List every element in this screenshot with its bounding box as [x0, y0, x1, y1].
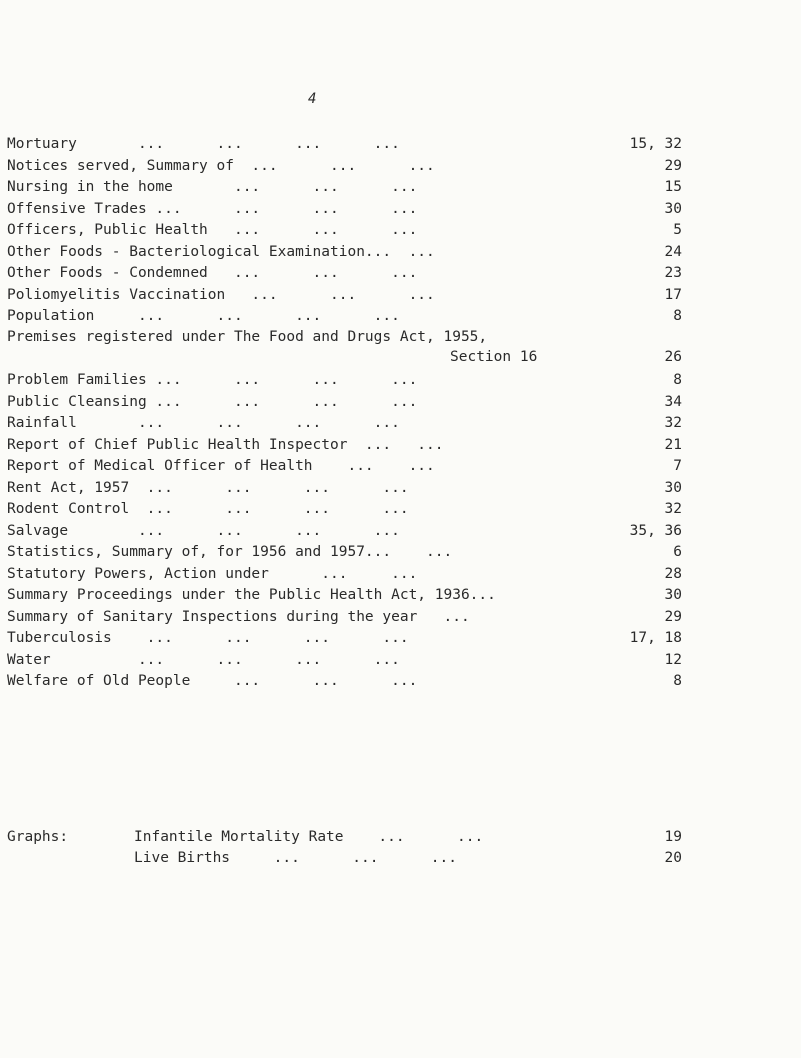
index-entry-pages: 32 [664, 415, 682, 431]
index-entry-pages: 17, 18 [629, 630, 682, 646]
index-entry-pages: 12 [664, 652, 682, 668]
index-entry [0, 176, 801, 198]
index-entry [0, 412, 801, 434]
index-entry [0, 670, 801, 692]
index-entry-pages: 28 [664, 566, 682, 582]
graph-entry [0, 826, 801, 848]
index-entry [0, 284, 801, 306]
index-entry-label: Officers, Public Health ... ... ... [7, 222, 418, 238]
index-entry [0, 627, 801, 649]
index-entry-label: Rainfall ... ... ... ... [7, 415, 400, 431]
graph-entry-pages: 19 [664, 829, 682, 845]
index-entry-pages: 8 [673, 673, 682, 689]
index-entry-pages: 23 [664, 265, 682, 281]
index-entry [0, 455, 801, 477]
index-entry-pages: 30 [664, 587, 682, 603]
index-entry-label: Public Cleansing ... ... ... ... [7, 394, 418, 410]
index-entry [0, 369, 801, 391]
index-entry [0, 649, 801, 671]
index-entry [0, 346, 801, 368]
index-entry-pages: 32 [664, 501, 682, 517]
page-number: 4 [308, 91, 317, 107]
index-entry [0, 541, 801, 563]
index-entry-label: Statistics, Summary of, for 1956 and 1957... ... [7, 544, 453, 560]
index-entry-label: Other Foods - Bacteriological Examination... ... [7, 244, 435, 260]
index-entry [0, 477, 801, 499]
index-entry-pages: 17 [664, 287, 682, 303]
index-entry [0, 391, 801, 413]
index-entry-pages: 29 [664, 158, 682, 174]
index-entry-label: Tuberculosis ... ... ... ... [7, 630, 409, 646]
graph-entry-label: Infantile Mortality Rate ... ... [134, 829, 484, 845]
index-entry [0, 305, 801, 327]
graph-entry [0, 847, 801, 869]
index-entry-label: Salvage ... ... ... ... [7, 523, 400, 539]
index-entry-label: Section 16 [450, 349, 538, 365]
index-entry-label: Population ... ... ... ... [7, 308, 400, 324]
index-entry [0, 520, 801, 542]
index-entry-pages: 30 [664, 480, 682, 496]
index-entry-label: Statutory Powers, Action under ... ... [7, 566, 418, 582]
index-entry-pages: 24 [664, 244, 682, 260]
index-entry [0, 262, 801, 284]
index-entry [0, 434, 801, 456]
index-entry [0, 133, 801, 155]
index-entry-pages: 8 [673, 372, 682, 388]
index-entry-label: Poliomyelitis Vaccination ... ... ... [7, 287, 435, 303]
index-entry-label: Mortuary ... ... ... ... [7, 136, 400, 152]
index-entry-label: Problem Families ... ... ... ... [7, 372, 418, 388]
index-entry-pages: 29 [664, 609, 682, 625]
graph-entry-pages: 20 [664, 850, 682, 866]
index-entry-pages: 7 [673, 458, 682, 474]
index-entry [0, 219, 801, 241]
index-entry [0, 498, 801, 520]
index-entry-label: Premises registered under The Food and Drugs Act, 1955, [7, 329, 488, 345]
index-entry-label: Report of Chief Public Health Inspector ... ... [7, 437, 444, 453]
index-entry-label: Offensive Trades ... ... ... ... [7, 201, 418, 217]
index-entry-pages: 34 [664, 394, 682, 410]
index-entry [0, 241, 801, 263]
index-entry-label: Notices served, Summary of ... ... ... [7, 158, 435, 174]
index-entry [0, 326, 801, 348]
index-entry-label: Other Foods - Condemned ... ... ... [7, 265, 418, 281]
index-entry-label: Report of Medical Officer of Health ... ... [7, 458, 435, 474]
index-entry-pages: 5 [673, 222, 682, 238]
index-entry-pages: 35, 36 [629, 523, 682, 539]
index-entry [0, 584, 801, 606]
index-entry [0, 198, 801, 220]
index-entry-label: Welfare of Old People ... ... ... [7, 673, 418, 689]
index-entry-label: Rent Act, 1957 ... ... ... ... [7, 480, 409, 496]
index-entry [0, 606, 801, 628]
index-entry [0, 563, 801, 585]
index-entry-label: Summary Proceedings under the Public Health Act, 1936... [7, 587, 496, 603]
index-entry-pages: 21 [664, 437, 682, 453]
index-entry-pages: 30 [664, 201, 682, 217]
index-entry-label: Water ... ... ... ... [7, 652, 400, 668]
graph-entry-label: Live Births ... ... ... [134, 850, 458, 866]
graphs-heading: Graphs: [7, 829, 69, 845]
index-entry [0, 155, 801, 177]
index-entry-label: Nursing in the home ... ... ... [7, 179, 418, 195]
index-entry-pages: 15, 32 [629, 136, 682, 152]
index-entry-pages: 8 [673, 308, 682, 324]
index-entry-pages: 6 [673, 544, 682, 560]
index-entry-label: Summary of Sanitary Inspections during the year ... [7, 609, 470, 625]
index-entry-label: Rodent Control ... ... ... ... [7, 501, 409, 517]
index-entry-pages: 26 [664, 349, 682, 365]
index-entry-pages: 15 [664, 179, 682, 195]
